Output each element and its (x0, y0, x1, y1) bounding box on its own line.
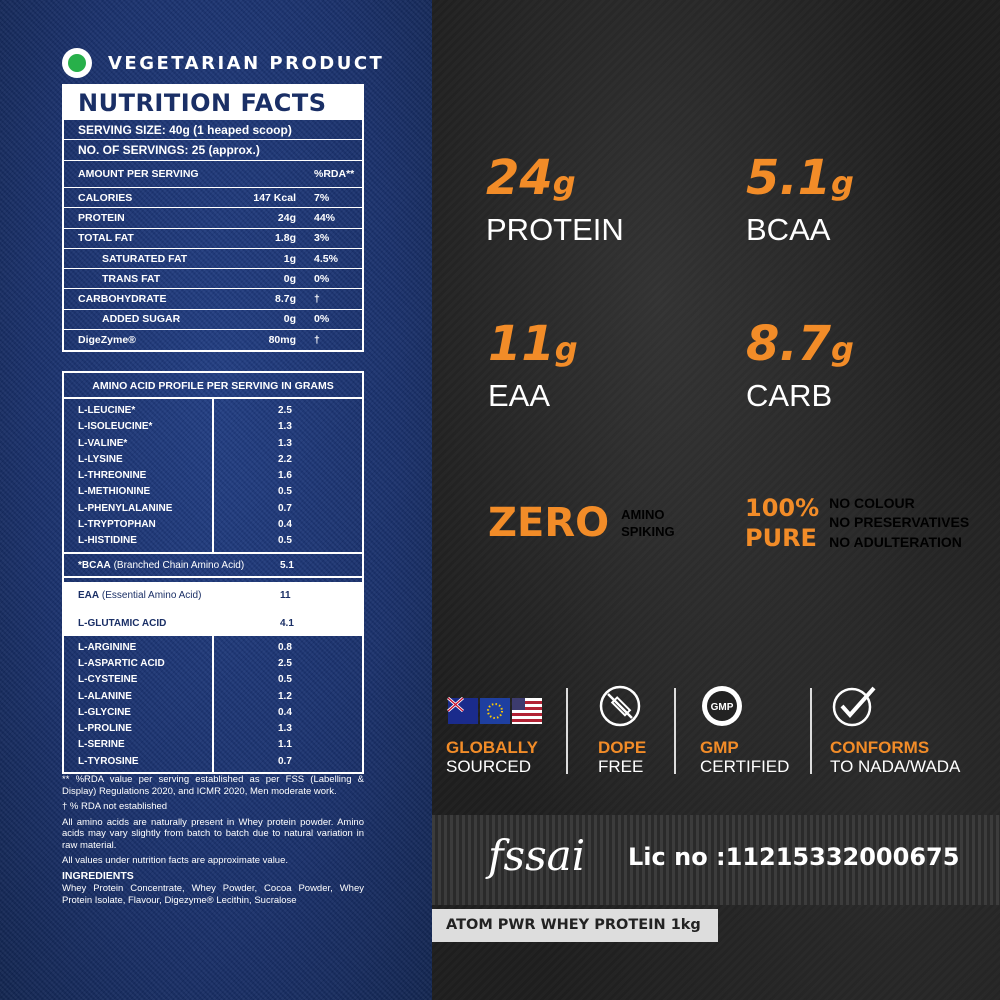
globally-sourced-badge: GLOBALLY SOURCED (446, 684, 546, 777)
carb-stat: 8.7g CARB (746, 316, 854, 413)
essential-amino-group: L-LEUCINE* L-ISOLEUCINE* L-VALINE* L-LYSINE L-THREONINE L-METHIONINE L-PHENYLALANINE L-TRYPTOPHAN L-HISTIDINE 2.5 1.3 1.3 2.2 1.6 0.5 0.7 0.4 0.5 (64, 399, 362, 554)
ingredients-text: Whey Protein Concentrate, Whey Powder, Cocoa Powder, Whey Protein Isolate, Flavour, Digezyme® Lecithin, Sucralose (62, 883, 364, 906)
rda-note: ** %RDA value per serving established as per FSS (Labelling & Display) Regulations 2020, and ICMR 2020, Men moderate work. (62, 774, 364, 797)
ingredients-title: INGREDIENTS (62, 869, 134, 882)
rda-header: %RDA** (310, 161, 362, 188)
nutrient-row: ADDED SUGAR 0g 0% (64, 309, 362, 329)
check-circle-icon (830, 684, 960, 728)
nutrient-rows (64, 160, 362, 350)
label-notes (62, 774, 364, 910)
nutrient-row: TOTAL FAT 1.8g 3% (64, 228, 362, 248)
nutrition-panel (0, 0, 432, 1000)
fssai-logo: fssai (488, 831, 586, 880)
veg-dot-icon (62, 48, 92, 78)
amino-note: All amino acids are naturally present in Whey protein powder. Amino acids may vary slightly from batch to batch due to natural variation in raw material. (62, 816, 364, 851)
nutrient-row: PROTEIN 24g 44% (64, 208, 362, 228)
flags-icon (446, 684, 546, 728)
nutrient-row: SATURATED FAT 1g 4.5% (64, 248, 362, 268)
zero-amino-spiking: ZERO AMINO SPIKING (488, 500, 675, 546)
svg-text:GMP: GMP (710, 702, 734, 713)
serving-size: SERVING SIZE: 40g (1 heaped scoop) (78, 123, 292, 137)
license-number: Lic no :11215332000675 (628, 843, 960, 871)
protein-stat: 24g PROTEIN (486, 150, 624, 247)
gmp-seal-icon (700, 684, 789, 728)
nada-wada-badge: CONFORMS TO NADA/WADA (830, 684, 960, 777)
dope-free-badge: DOPE FREE (598, 684, 646, 777)
amino-acid-table (62, 371, 364, 774)
veg-label: VEGETARIAN PRODUCT (108, 52, 385, 74)
amount-header: AMOUNT PER SERVING (64, 161, 230, 188)
nutrient-row: CALORIES 147 Kcal 7% (64, 188, 362, 208)
certification-badges (446, 684, 986, 774)
nutrient-row: DigeZyme® 80mg † (64, 330, 362, 350)
other-amino-group: L-ARGININE L-ASPARTIC ACID L-CYSTEINE L-ALANINE L-GLYCINE L-PROLINE L-SERINE L-TYROSINE 0.8 2.5 0.5 1.2 0.4 1.3 1.1 0.7 (64, 636, 362, 772)
dagger-note: † % RDA not established (62, 801, 168, 812)
eaa-stat: 11g EAA (488, 316, 578, 413)
eaa-row: EAA (Essential Amino Acid) 11 (64, 584, 362, 608)
vegetarian-mark (62, 48, 384, 78)
product-name: ATOM PWR WHEY PROTEIN 1kg (432, 909, 718, 942)
number-of-servings: NO. OF SERVINGS: 25 (approx.) (64, 139, 362, 158)
fssai-license-band (432, 815, 1000, 905)
bcaa-stat: 5.1g BCAA (746, 150, 854, 247)
gmp-certified-badge: GMP GMP CERTIFIED (700, 684, 789, 777)
nutrition-facts-table (62, 84, 364, 352)
bcaa-row: *BCAA (Branched Chain Amino Acid) 5.1 (64, 554, 362, 578)
glutamic-row: L-GLUTAMIC ACID 4.1 (64, 612, 362, 636)
no-syringe-icon (598, 684, 646, 728)
amino-title: AMINO ACID PROFILE PER SERVING IN GRAMS (64, 373, 362, 399)
nutrient-row: CARBOHYDRATE 8.7g † (64, 289, 362, 309)
approx-note: All values under nutrition facts are approximate value. (62, 855, 289, 866)
nutrition-title: NUTRITION FACTS (64, 86, 362, 120)
pure-claims: 100% PURE NO COLOUR NO PRESERVATIVES NO ADULTERATION (745, 494, 970, 552)
nutrient-row: TRANS FAT 0g 0% (64, 269, 362, 289)
